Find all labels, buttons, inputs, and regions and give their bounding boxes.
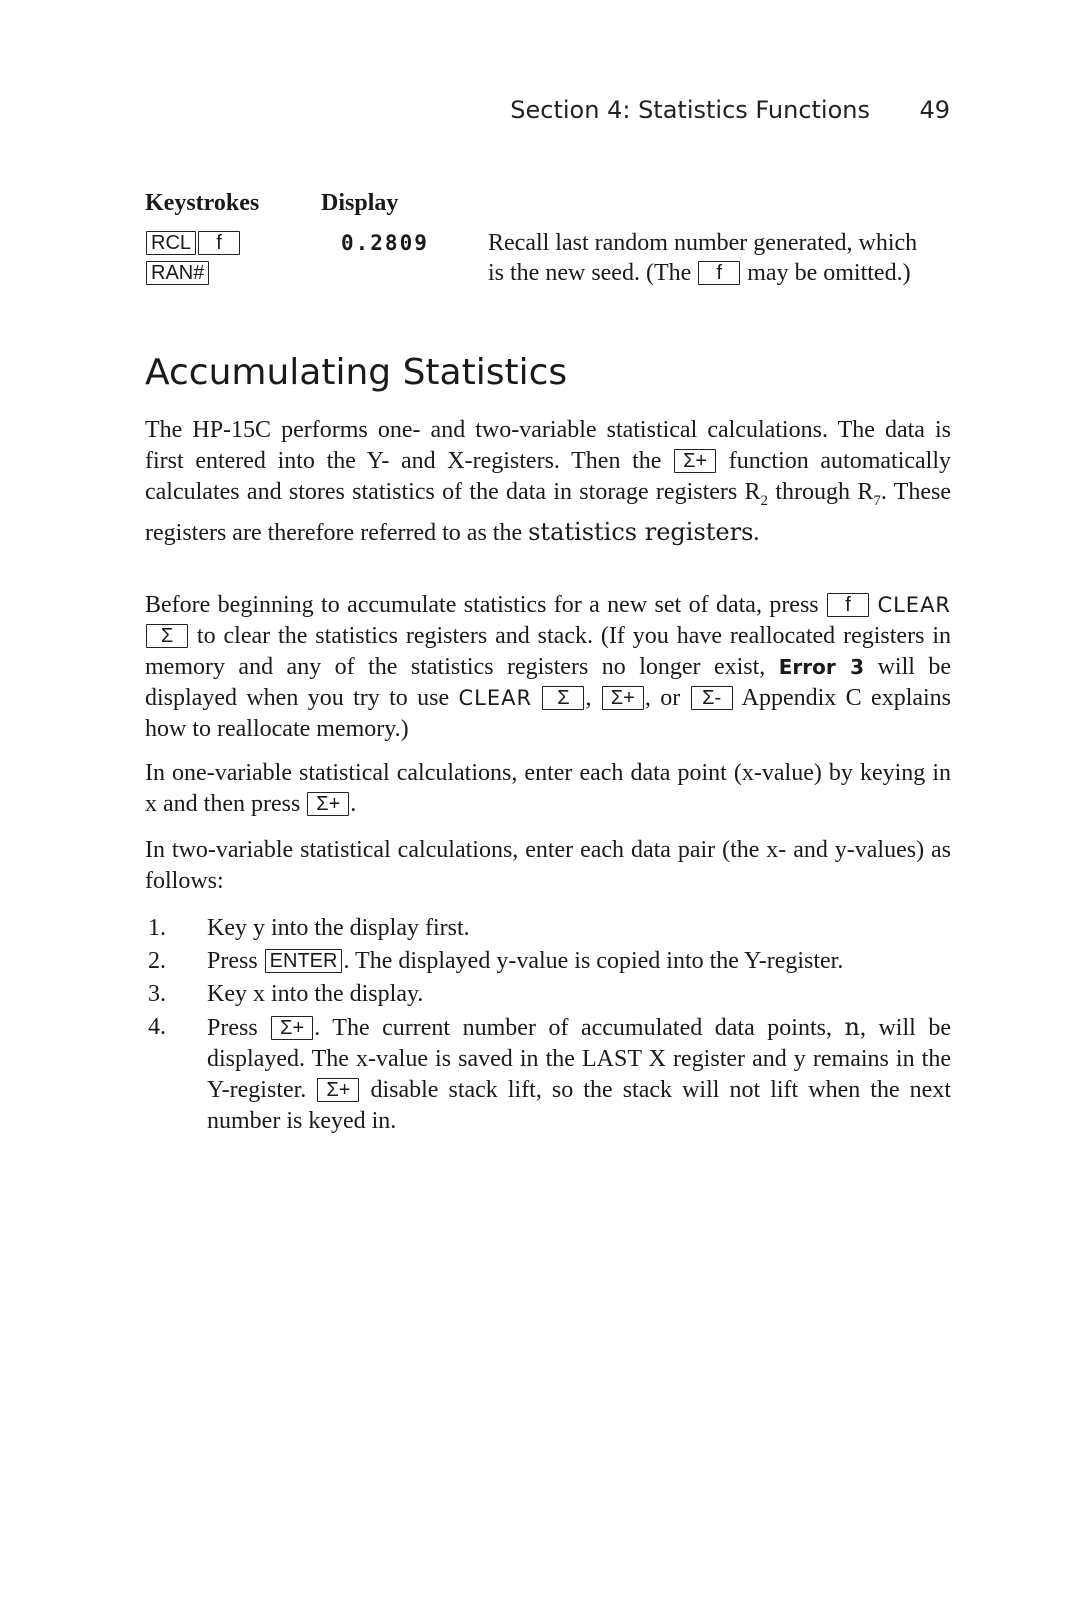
f-key-clear: f xyxy=(827,593,869,617)
sigma-plus-key-3: Σ+ xyxy=(307,792,349,816)
f-key: f xyxy=(198,231,240,255)
statistics-registers-term: statistics registers xyxy=(528,517,754,546)
clear-label-2: CLEAR xyxy=(458,686,533,710)
list-item: 2. Press ENTER . The displayed y-value is copied into the Y-register. xyxy=(148,948,844,974)
keystrokes-column-heading: Keystrokes xyxy=(145,190,260,216)
paragraph-clear: Before beginning to accumulate statistics for a new set of data, press f CLEAR Σ to clear the statistics registers and stack. (If you have reallocated registers in memory and any of the statistics registers no longer exist, Error 3 will be displayed when you try to use CLEAR Σ , Σ+ , or Σ- Appendix C explains how to reallocate memory.) xyxy=(145,592,952,742)
list-item: 4. Press Σ+ . The current number of accumulated data points, n, will be displayed. The x-value is saved in the LAST X register and y remains in the Y-register. Σ+ disable stack lift, so the stack will not lift when the next number is keyed in. xyxy=(148,1013,951,1134)
display-column-heading: Display xyxy=(321,190,399,216)
list-item: 3. Key x into the display. xyxy=(148,981,424,1007)
display-value: 0.2809 xyxy=(341,231,429,255)
sigma-key: Σ xyxy=(146,624,188,648)
keystroke-sequence xyxy=(145,228,305,288)
paragraph-one-variable: In one-variable statistical calculations, enter each data point (x-value) by keying in x and then press Σ+ . xyxy=(145,760,951,817)
sigma-minus-key: Σ- xyxy=(691,686,733,710)
error-message: Error 3 xyxy=(778,655,865,679)
section-title: Section 4: Statistics Functions xyxy=(510,96,870,124)
sigma-plus-key-2: Σ+ xyxy=(602,686,644,710)
paragraph-intro: The HP-15C performs one- and two-variable statistical calculations. The data is first entered into the Y- and X-registers. Then the Σ+ function automatically calculates and stores statistics of the data in storage registers $R_2$ through $R_7$. These registers are therefore referred to as the statistics registers. xyxy=(145,417,952,546)
section-heading: Accumulating Statistics xyxy=(145,352,568,393)
keystrokes-table-header xyxy=(145,190,399,217)
clear-label: CLEAR xyxy=(877,593,952,617)
ran-key: RAN# xyxy=(146,261,209,285)
rcl-key: RCL xyxy=(146,231,196,255)
sigma-plus-key: Σ+ xyxy=(674,449,716,473)
page-number: 49 xyxy=(919,96,950,124)
keystroke-description: Recall last random number generated, which is the new seed. (The f may be omitted.) xyxy=(488,230,918,286)
sigma-plus-key-5: Σ+ xyxy=(317,1078,359,1102)
paragraph-two-variable: In two-variable statistical calculations, enter each data pair (the x- and y-values) as follows: xyxy=(145,837,951,894)
sigma-key-2: Σ xyxy=(542,686,584,710)
sigma-plus-key-4: Σ+ xyxy=(271,1016,313,1040)
steps-list xyxy=(145,913,951,1139)
list-item: 1. Key y into the display first. xyxy=(148,915,470,941)
f-key-inline: f xyxy=(698,261,740,285)
enter-key: ENTER xyxy=(265,949,343,973)
